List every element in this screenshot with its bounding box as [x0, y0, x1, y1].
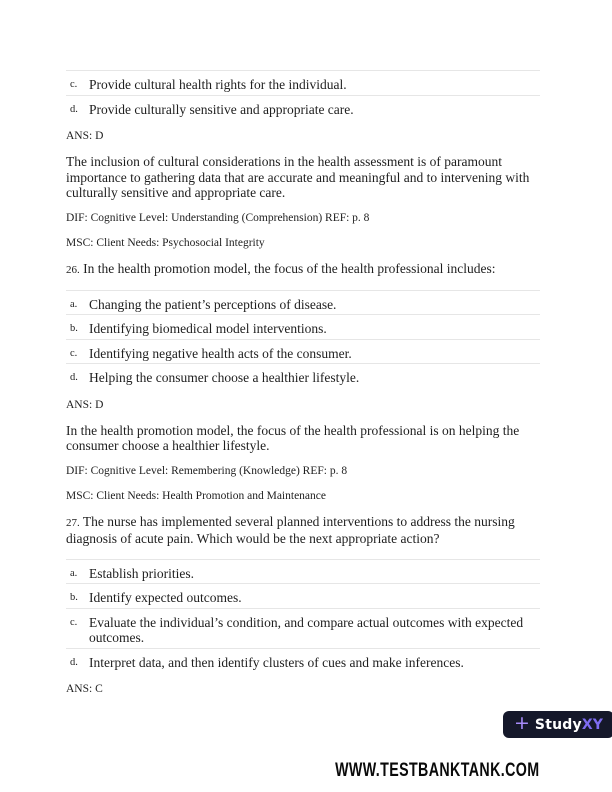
option-row	[66, 95, 540, 119]
question-number: 26.	[66, 263, 80, 276]
option-text: Provide culturally sensitive and appropriate care.	[88, 95, 540, 119]
option-row	[66, 584, 540, 609]
options-table	[66, 290, 540, 388]
question-stem: In the health promotion model, the focus of the health professional includes:	[83, 260, 496, 276]
option-letter: d.	[66, 95, 88, 119]
option-text: Helping the consumer choose a healthier lifestyle.	[88, 364, 540, 388]
option-text: Identifying biomedical model interventions.	[88, 315, 540, 340]
option-row	[66, 290, 540, 315]
question-block-27	[66, 514, 540, 698]
msc-line: MSC: Client Needs: Health Promotion and Maintenance	[66, 489, 326, 502]
option-row	[66, 315, 540, 340]
website-url: WWW.TESTBANKTANK.COM	[334, 760, 539, 781]
option-row	[66, 608, 540, 648]
option-row	[66, 648, 540, 672]
answer-line: ANS: D	[66, 130, 104, 142]
question-number: 27.	[66, 516, 80, 529]
brand-xy-label: XY	[581, 716, 604, 733]
dif-line: DIF: Cognitive Level: Understanding (Comprehension) REF: p. 8	[66, 211, 370, 224]
page-content	[66, 0, 540, 697]
option-row	[66, 364, 540, 388]
option-letter: c.	[66, 608, 88, 648]
option-letter: b.	[66, 315, 88, 340]
option-letter: b.	[66, 584, 88, 609]
option-text: Changing the patient’s perceptions of disease.	[88, 290, 540, 315]
option-letter: a.	[66, 559, 88, 584]
question-text	[66, 514, 540, 547]
brand-study-label: Study	[534, 716, 582, 733]
option-text: Identify expected outcomes.	[88, 584, 540, 609]
option-letter: d.	[66, 364, 88, 388]
studyxy-logo	[503, 711, 612, 738]
option-text: Interpret data, and then identify clusters of cues and make inferences.	[88, 648, 540, 672]
options-table	[66, 559, 540, 673]
option-row	[66, 559, 540, 584]
options-table	[66, 70, 540, 119]
rationale-text: The inclusion of cultural considerations in the health assessment is of paramount importance to gathering data that are accurate and meaningful and to intervening with culturally sensitive and appropriate care.	[66, 154, 530, 200]
option-row	[66, 71, 540, 96]
option-text: Establish priorities.	[88, 559, 540, 584]
option-letter: d.	[66, 648, 88, 672]
answer-line: ANS: D	[66, 398, 104, 411]
rationale-text: In the health promotion model, the focus of the health professional is on helping the consumer choose a healthier lifestyle.	[66, 422, 520, 453]
dif-line: DIF: Cognitive Level: Remembering (Knowledge) REF: p. 8	[66, 464, 348, 477]
option-text: Evaluate the individual’s condition, and compare actual outcomes with expected outcomes.	[88, 608, 540, 648]
option-text: Identifying negative health acts of the consumer.	[88, 339, 540, 364]
option-letter: c.	[66, 71, 88, 96]
msc-line: MSC: Client Needs: Psychosocial Integrity	[66, 236, 265, 249]
question-stem: The nurse has implemented several planned interventions to address the nursing diagnosis of acute pain. Which would be the next appropriate action?	[66, 513, 515, 546]
option-row	[66, 339, 540, 364]
question-block-26	[66, 261, 540, 504]
answer-line: ANS: C	[66, 683, 103, 695]
question-text	[66, 261, 540, 278]
plus-icon: +	[514, 712, 530, 734]
question-block-25	[66, 70, 540, 251]
option-letter: c.	[66, 339, 88, 364]
option-text: Provide cultural health rights for the individual.	[88, 71, 540, 96]
option-letter: a.	[66, 290, 88, 315]
